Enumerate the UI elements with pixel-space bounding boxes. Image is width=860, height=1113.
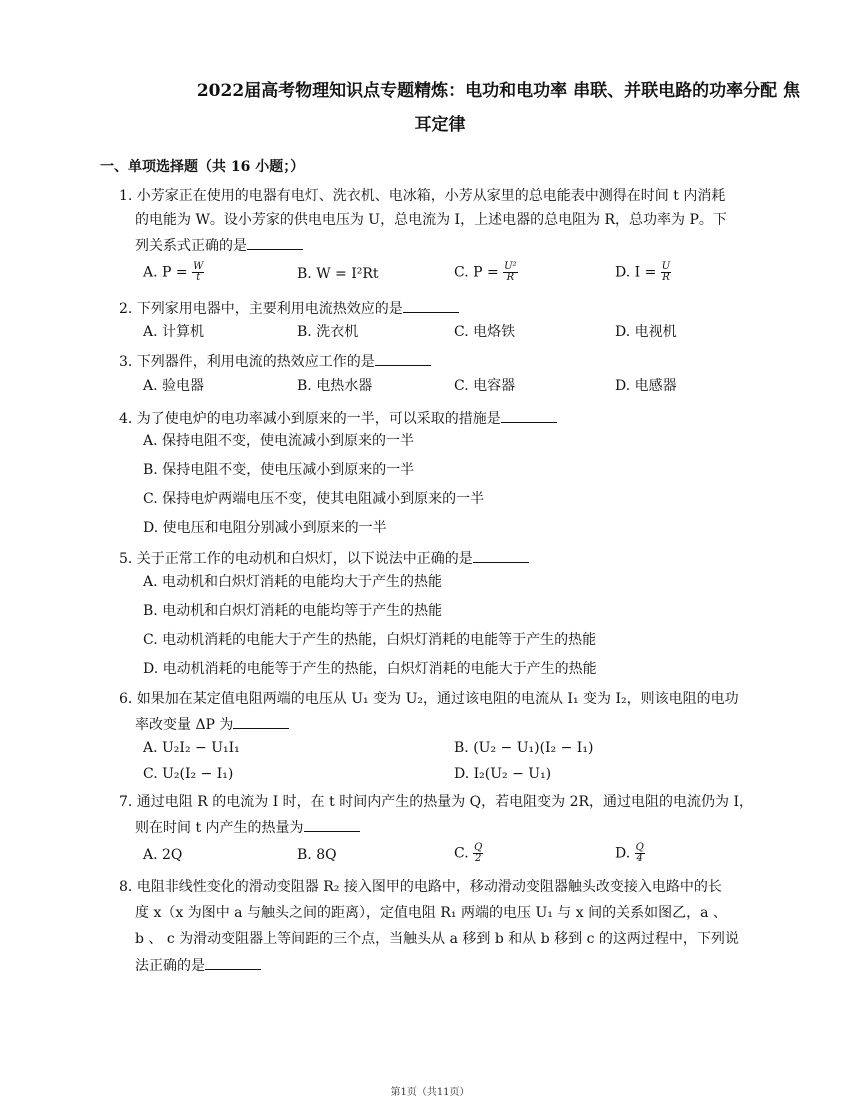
- q2-option-d[interactable]: D. 电视机: [615, 324, 677, 340]
- q1-option-c[interactable]: C. P = $\frac{\text{U²}}{R}$: [454, 261, 517, 283]
- q2-option-a[interactable]: A. 计算机: [143, 324, 205, 340]
- q5-option-d[interactable]: D. 电动机消耗的电能等于产生的热能，白炽灯消耗的电能大于产生的热能: [143, 661, 597, 677]
- q2-option-b[interactable]: B. 洗衣机: [297, 324, 359, 340]
- q7-option-c[interactable]: C. $\frac{Q}{2}$: [454, 842, 483, 864]
- q4-stem: 4. 为了使电炉的电功率减小到原来的一半，可以采取的措施是: [119, 408, 557, 429]
- q6-stem-line1: 6. 如果加在某定值电阻两端的电压从 U₁ 变为 U₂，通过该电阻的电流从 I₁ 变为 I₂，则该电阻的电功: [119, 691, 739, 707]
- q3-stem: 3. 下列器件，利用电流的热效应工作的是: [119, 351, 431, 372]
- q2-stem: 2. 下列家用电器中，主要利用电流热效应的是: [119, 298, 459, 319]
- q4-option-d[interactable]: D. 使电压和电阻分别减小到原来的一半: [143, 520, 387, 536]
- q6-option-b[interactable]: B. (U₂ − U₁)(I₂ − I₁): [454, 740, 594, 756]
- document-title-line1: 2022届高考物理知识点专题精炼：电功和电功率 串联、并联电路的功率分配 焦: [196, 81, 800, 101]
- q1-stem-line1: 1. 小芳家正在使用的电器有电灯、洗衣机、电冰箱，小芳从家里的总电能表中测得在时间 t 内消耗: [119, 188, 726, 204]
- answer-blank[interactable]: [205, 955, 261, 970]
- q1-option-d[interactable]: D. I = $\frac{U}{R}$: [615, 261, 671, 283]
- page-footer: 第1页（共11页）: [390, 1087, 470, 1098]
- answer-blank[interactable]: [501, 408, 557, 423]
- q3-option-a[interactable]: A. 验电器: [143, 378, 205, 394]
- q4-option-c[interactable]: C. 保持电炉两端电压不变，使其电阻减小到原来的一半: [143, 491, 485, 507]
- q6-option-a[interactable]: A. U₂I₂ − U₁I₁: [143, 740, 240, 756]
- q7-stem-line1: 7. 通过电阻 R 的电流为 I 时，在 t 时间内产生的热量为 Q，若电阻变为 2R，通过电阻的电流仍为 I，: [119, 794, 754, 810]
- q4-option-b[interactable]: B. 保持电阻不变，使电压减小到原来的一半: [143, 462, 415, 478]
- q5-stem: 5. 关于正常工作的电动机和白炽灯，以下说法中正确的是: [119, 548, 529, 569]
- q8-stem-line4: 法正确的是: [135, 955, 261, 976]
- q5-option-a[interactable]: A. 电动机和白炽灯消耗的电能均大于产生的热能: [143, 574, 443, 590]
- answer-blank[interactable]: [403, 298, 459, 313]
- q6-option-d[interactable]: D. I₂(U₂ − U₁): [454, 766, 552, 782]
- q3-option-b[interactable]: B. 电热水器: [297, 378, 373, 394]
- q4-option-a[interactable]: A. 保持电阻不变，使电流减小到原来的一半: [143, 433, 415, 449]
- q5-option-b[interactable]: B. 电动机和白炽灯消耗的电能均等于产生的热能: [143, 603, 443, 619]
- q6-stem-line2: 率改变量 ΔP 为: [135, 714, 289, 735]
- q2-option-c[interactable]: C. 电烙铁: [454, 324, 516, 340]
- q7-option-b[interactable]: B. 8Q: [297, 847, 337, 863]
- q5-option-c[interactable]: C. 电动机消耗的电能大于产生的热能，白炽灯消耗的电能等于产生的热能: [143, 632, 597, 648]
- answer-blank[interactable]: [304, 817, 360, 832]
- q8-stem-line3: b 、 c 为滑动变阻器上等间距的三个点，当触头从 a 移到 b 和从 b 移到 c 的这两过程中，下列说: [135, 931, 739, 947]
- q7-option-a[interactable]: A. 2Q: [143, 847, 183, 863]
- q7-stem-line2: 则在时间 t 内产生的热量为: [135, 817, 360, 838]
- answer-blank[interactable]: [473, 548, 529, 563]
- q3-option-d[interactable]: D. 电感器: [615, 378, 677, 394]
- q3-option-c[interactable]: C. 电容器: [454, 378, 516, 394]
- document-title-line2: 耳定律: [414, 115, 466, 135]
- q7-option-d[interactable]: D. $\frac{Q}{4}$: [615, 842, 644, 864]
- q1-stem-line2: 的电能为 W。设小芳家的供电电压为 U，总电流为 I，上述电器的总电阻为 R，总功率为 P。下: [135, 212, 727, 228]
- q8-stem-line2: 度 x（x 为图中 a 与触头之间的距离），定值电阻 R₁ 两端的电压 U₁ 与 x 间的关系如图乙，a 、: [135, 905, 727, 921]
- q8-stem-line1: 8. 电阻非线性变化的滑动变阻器 R₂ 接入图甲的电路中，移动滑动变阻器触头改变接入电路中的长: [119, 879, 722, 895]
- q1-option-a[interactable]: A. P = $\frac{W}{t}$: [143, 261, 204, 283]
- answer-blank[interactable]: [233, 714, 289, 729]
- q1-option-b[interactable]: B. W = I²Rt: [297, 266, 379, 282]
- section-heading: 一、单项选择题（共 16 小题；）: [100, 159, 305, 175]
- answer-blank[interactable]: [247, 235, 303, 250]
- q6-option-c[interactable]: C. U₂(I₂ − I₁): [143, 766, 234, 782]
- q1-stem-line3: 列关系式正确的是: [135, 235, 303, 256]
- answer-blank[interactable]: [375, 351, 431, 366]
